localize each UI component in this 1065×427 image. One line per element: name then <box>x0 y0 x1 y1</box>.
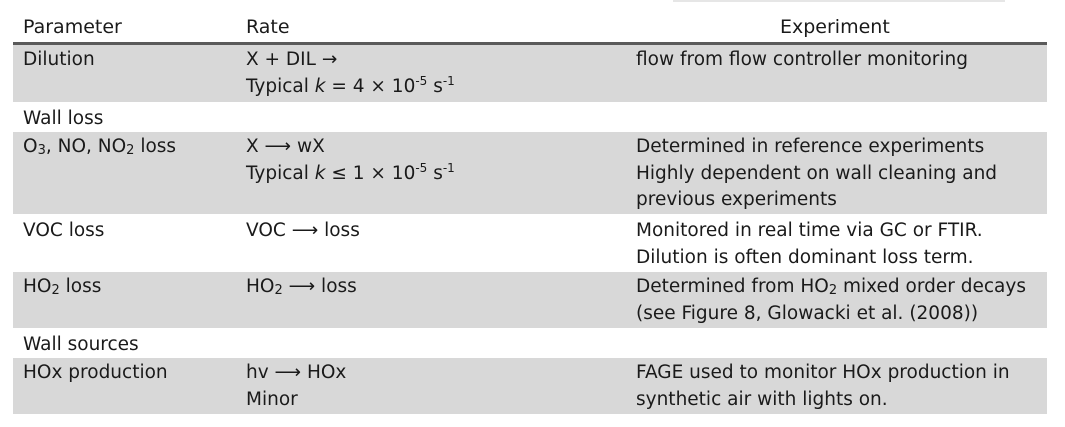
table-row-dilution <box>13 45 1047 102</box>
param-cell: HOx production <box>23 362 168 383</box>
section-label: Wall loss <box>23 108 104 129</box>
param-cell: HO2 loss <box>23 276 102 298</box>
top-faint-line <box>673 0 1005 2</box>
header-experiment: Experiment <box>780 16 890 38</box>
header-parameter: Parameter <box>23 16 122 38</box>
param-cell: Dilution <box>23 49 95 70</box>
experiment-cell: flow from flow controller monitoring <box>636 49 969 70</box>
experiment-cell: Determined from HO2 mixed order decays (see Figure 8, Glowacki et al. (2008)) <box>636 276 1026 324</box>
rate-cell: X + DIL → Typical $k = 4 \times 10^{-5}$ $s^{-1}$ <box>246 49 455 97</box>
rate-cell: X ⟶ wX Typical $k \le 1 \times 10^{-5}$ $s^{-1}$ <box>246 136 455 184</box>
section-row-wall-loss <box>13 104 1047 130</box>
experiment-cell: Determined in reference experiments Highly dependent on wall cleaning and previous experiments <box>636 136 998 210</box>
rate-cell: hv ⟶ HOx Minor <box>246 362 347 410</box>
experiment-cell: Monitored in real time via GC or FTIR. Dilution is often dominant loss term. <box>636 220 983 268</box>
header-rate: Rate <box>246 16 290 38</box>
section-row-wall-sources <box>13 330 1047 356</box>
table-row-o3-no-no2-loss <box>13 132 1047 214</box>
table-row-ho2-loss <box>13 272 1047 328</box>
table-row-voc-loss <box>13 216 1047 270</box>
section-label: Wall sources <box>23 334 139 355</box>
param-cell: VOC loss <box>23 220 105 241</box>
parameter-table <box>13 12 1047 414</box>
table-header <box>13 12 1047 42</box>
param-cell: O3, NO, NO2 loss <box>23 136 177 158</box>
experiment-cell: FAGE used to monitor HOx production in synthetic air with lights on. <box>636 362 1010 410</box>
rate-cell: VOC ⟶ loss <box>246 220 360 241</box>
table-row-hox-production <box>13 358 1047 414</box>
rate-cell: HO2 ⟶ loss <box>246 276 357 298</box>
